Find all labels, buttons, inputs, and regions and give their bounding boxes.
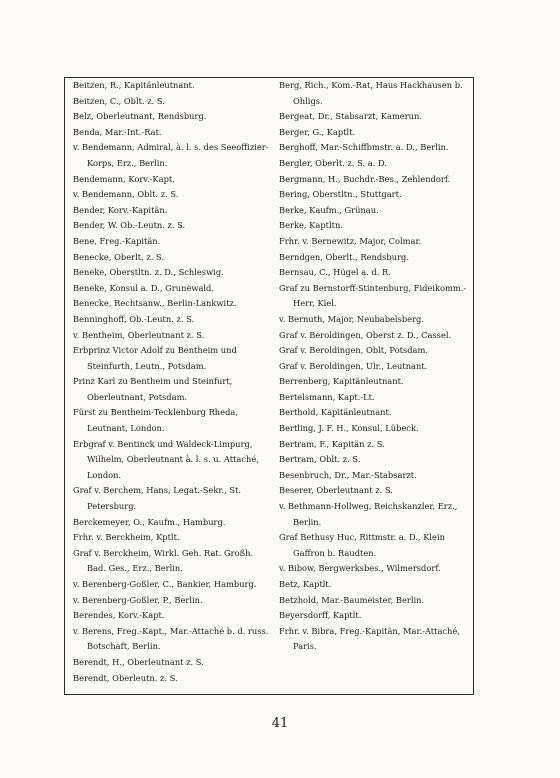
list-entry: Bendemann, Korv.-Kapt. [73, 173, 175, 184]
list-entry: Benecke, Rechtsanw., Berlin-Lankwitz. [73, 298, 237, 309]
list-entry: Berke, Kaptltn. [279, 220, 343, 231]
list-entry: v. Bethmann-Hollweg, Reichskanzler, Erz., Berlin. [279, 501, 458, 527]
list-entry: Graf zu Bernstorff-Stintenburg, Fideikomm.-Herr, Kiel. [279, 282, 467, 309]
page-number: 41 [271, 716, 289, 731]
list-entry: v. Berens, Freg.-Kapt., Mar.-Attaché b. d. russ. Botschaft, Berlin. [73, 625, 269, 652]
list-entry: Beserer, Oberleutnant z. S. [279, 485, 393, 496]
list-entry: Erbgraf v. Bentinck und Waldeck-Limpurg, Wilhelm, Oberleutnant à. l. s. u. Attaché, London. [73, 438, 259, 480]
list-entry: Bertling, J. F. H., Konsul, Lübeck. [279, 423, 419, 434]
list-entry: Benecke, Oberlt. z. S. [73, 251, 165, 262]
list-entry: Beitzen, C., Oblt. z. S. [73, 95, 165, 106]
list-entry: Berthold, Kapitänleutnant. [279, 407, 392, 418]
list-entry: Bergler, Oberlt. z. S. a. D. [279, 157, 387, 168]
list-entry: Berendt, Oberleutn. z. S. [73, 672, 178, 683]
list-entry: Betz, Kaptlt. [279, 579, 332, 589]
list-entry: Beitzen, R., Kapitänleutnant. [73, 80, 195, 90]
list-entry: v. Berenberg-Goßler, C., Bankier, Hamburg. [73, 579, 257, 589]
list-entry: Betzhold, Mar.-Baumeister, Berlin. [279, 594, 425, 605]
list-entry: Graf v. Berchem, Hans, Legat.-Sekr., St. Petersburg. [73, 485, 241, 512]
list-entry: v. Bernuth, Major, Neubabelsberg. [279, 313, 424, 324]
list-entry: Graf v. Berckheim, Wirkl. Geh. Rat. Großh. Bad. Ges., Erz., Berlin. [73, 547, 254, 574]
list-entry: v. Bendemann, Oblt. z. S. [73, 189, 179, 200]
list-entry: Bertram, F., Kapitän z. S. [279, 438, 385, 449]
list-entry: Bertram, Oblt. z. S. [279, 454, 361, 465]
list-entry: Bender, Korv.-Kapitän. [73, 204, 168, 215]
list-entry: Bering, Oberstltn., Stuttgart. [279, 189, 402, 200]
list-entry: Berghoff, Mar.-Schiffbmstr. a. D., Berlin. [279, 142, 449, 153]
list-entry: Berendes, Korv.-Kapt. [73, 610, 165, 621]
list-entry: Beyersdorff, Kaptlt. [279, 610, 362, 621]
list-entry: Bender, W. Ob.-Leutn. z. S. [73, 220, 186, 231]
list-entry: Benninghoff, Ob.-Leutn. z. S. [73, 313, 195, 324]
list-entry: Berke, Kaufm., Grünau. [279, 204, 379, 215]
list-entry: Prinz Karl zu Bentheim und Steinfurt, Oberleutnant, Potsdam. [73, 376, 233, 402]
list-entry: Graf Bethusy Huc, Rittmstr. a. D., Klein Gaffron b. Raudten. [279, 532, 445, 558]
list-entry: Graf v. Beroldingen, Ulr., Leutnant. [279, 360, 428, 371]
list-entry: Graf v. Beroldingen, Oberst z. D., Cassel. [279, 329, 452, 340]
list-entry: Berendt, H., Oberleutnant z. S. [73, 656, 204, 667]
list-entry: Benda, Mar.-Int.-Rat. [73, 126, 162, 137]
list-entry: v. Bendemann, Admiral, à. l. s. des Seeoffizier-Korps, Erz., Berlin. [73, 142, 269, 168]
list-entry: Berndgen, Oberlt., Rendsburg. [279, 251, 409, 262]
list-entry: Berrenberg, Kapitänleutnant. [279, 376, 404, 387]
list-entry: v. Bentheim, Oberleutnant z. S. [73, 329, 205, 340]
list-entry: Beneke, Konsul a. D., Grunewald. [73, 282, 215, 293]
list-entry: Graf v. Beroldingen, Oblt, Potsdam. [279, 345, 428, 356]
list-entry: Bernsau, C., Hügel a. d. R. [279, 267, 391, 278]
list-entry: Berckemeyer, O., Kaufm., Hamburg. [73, 516, 226, 527]
list-entry: v. Bibow, Bergwerksbes., Wilmersdorf. [279, 563, 441, 574]
list-entry: Fürst zu Bentheim-Tecklenburg Rheda, Leutnant, London. [73, 407, 238, 434]
list-entry: Bene, Freg.-Kapitän. [73, 235, 161, 246]
list-entry: Bergeat, Dr., Stabsarzt, Kamerun. [279, 111, 423, 122]
list-entry: Erbprinz Victor Adolf zu Bentheim und Steinfurth, Leutn., Potsdam. [73, 345, 237, 371]
list-entry: Frhr. v. Bibra, Freg.-Kapitän, Mar.-Attaché, Paris. [279, 625, 460, 652]
list-entry: Belz, Oberleutnant, Rendsburg. [73, 111, 207, 122]
list-entry: Bergmann, H., Buchdr.-Bes., Zehlendorf. [279, 173, 451, 184]
list-entry: Berg, Rich., Kom.-Rat, Haus Hackhausen b. Ohligs. [279, 80, 463, 106]
right-column [279, 78, 467, 655]
list-entry: v. Berenberg-Goßler, P., Berlin. [73, 594, 203, 605]
list-entry: Besenbruch, Dr., Mar.-Stabsarzt. [279, 469, 417, 480]
list-entry: Berger, G., Kaptlt. [279, 126, 356, 137]
list-entry: Frhr. v. Berckheim, Kptlt. [73, 532, 180, 543]
list-entry: Beneke, Oberstltn. z. D., Schleswig. [73, 267, 224, 278]
left-column [73, 78, 273, 686]
list-entry: Frhr. v. Bernewitz, Major, Colmar. [279, 235, 422, 246]
list-entry: Bertelsmann, Kapt.-Lt. [279, 391, 375, 402]
